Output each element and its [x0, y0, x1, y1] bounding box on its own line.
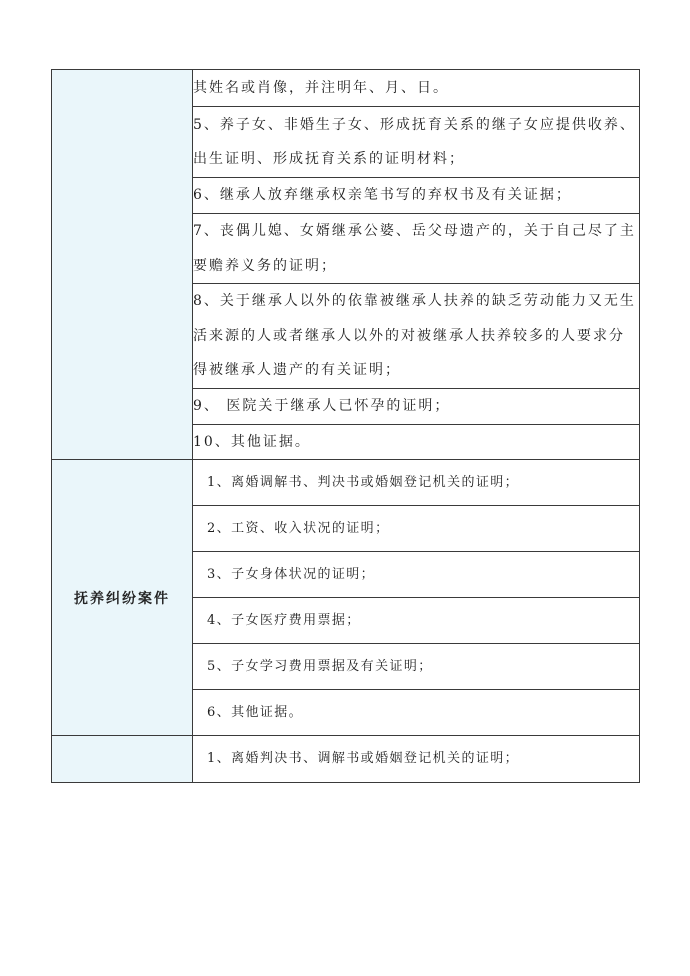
list-item: 5、子女学习费用票据及有关证明； — [193, 644, 640, 690]
list-item: 8、关于继承人以外的依靠被继承人扶养的缺乏劳动能力又无生活来源的人或者继承人以外的对被继承人扶养较多的人要求分得被继承人遗产的有关证明； — [193, 284, 640, 389]
category-cell-next — [52, 736, 193, 783]
table-row — [52, 736, 640, 783]
list-item: 6、其他证据。 — [193, 690, 640, 736]
list-item: 7、丧偶儿媳、女婿继承公婆、岳父母遗产的，关于自己尽了主要赡养义务的证明； — [193, 214, 640, 284]
list-item: 6、继承人放弃继承权亲笔书写的弃权书及有关证据； — [193, 178, 640, 214]
list-item: 2、工资、收入状况的证明； — [193, 506, 640, 552]
category-cell-inheritance — [52, 70, 193, 460]
list-item: 3、子女身体状况的证明； — [193, 552, 640, 598]
table-row — [52, 70, 640, 107]
list-item: 其姓名或肖像，并注明年、月、日。 — [193, 70, 640, 107]
list-item: 1、离婚判决书、调解书或婚姻登记机关的证明； — [193, 736, 640, 783]
category-cell-custody: 抚养纠纷案件 — [52, 460, 193, 736]
evidence-table — [51, 69, 640, 783]
table-row — [52, 460, 640, 506]
list-item: 9、 医院关于继承人已怀孕的证明； — [193, 389, 640, 425]
list-item: 1、离婚调解书、判决书或婚姻登记机关的证明； — [193, 460, 640, 506]
list-item: 4、子女医疗费用票据； — [193, 598, 640, 644]
list-item: 10、其他证据。 — [193, 424, 640, 460]
list-item: 5、养子女、非婚生子女、形成抚育关系的继子女应提供收养、出生证明、形成抚育关系的证明材料； — [193, 107, 640, 178]
